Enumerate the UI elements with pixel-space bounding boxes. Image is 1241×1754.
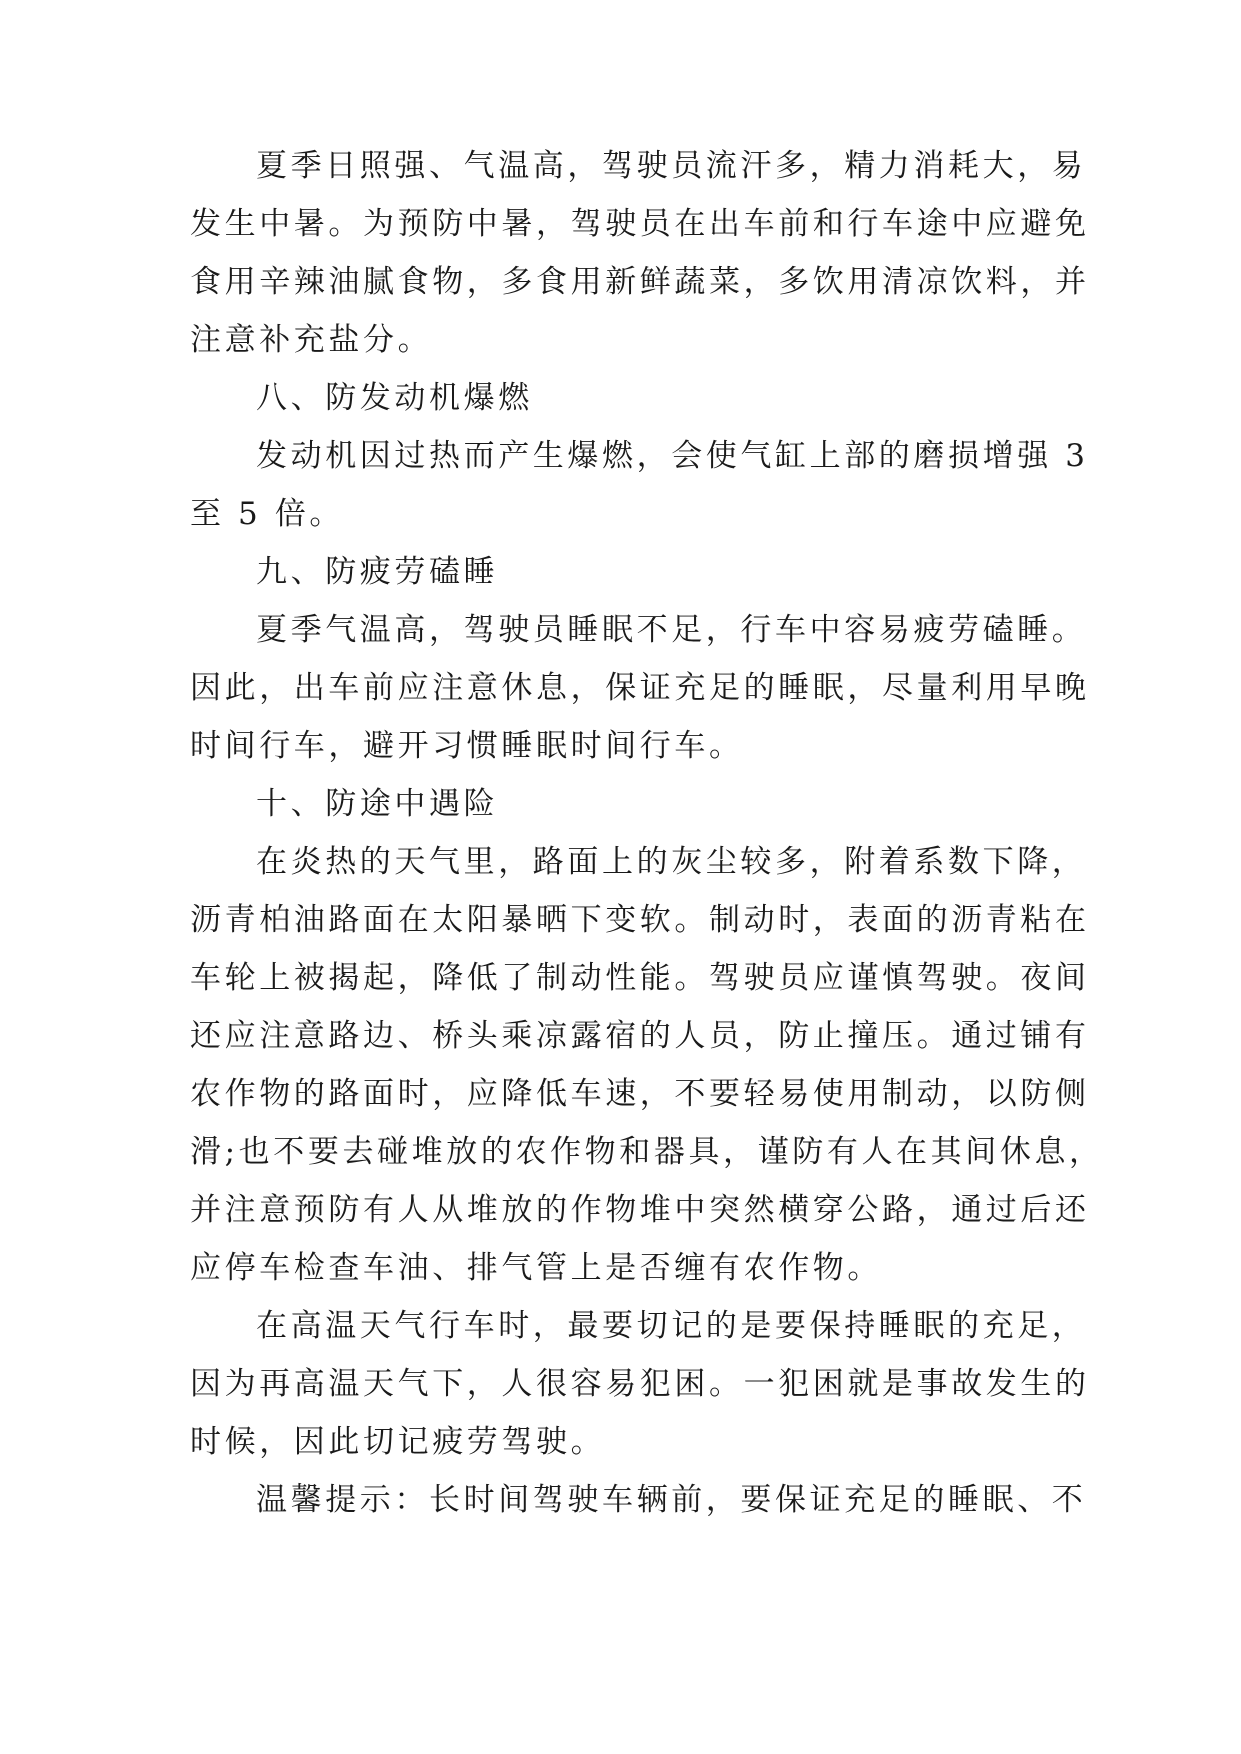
text-line: 夏季气温高，驾驶员睡眠不足，行车中容易疲劳磕睡。 [256, 612, 1087, 648]
text-line: 食用辛辣油腻食物，多食用新鲜蔬菜，多饮用清凉饮料，并 [190, 264, 1090, 300]
text-line: 农作物的路面时，应降低车速，不要轻易使用制动，以防侧 [190, 1076, 1090, 1112]
text-line: 沥青柏油路面在太阳暴晒下变软。制动时，表面的沥青粘在 [190, 902, 1090, 938]
text-line: 至 5 倍。 [190, 496, 345, 532]
text-line: 还应注意路边、桥头乘凉露宿的人员，防止撞压。通过铺有 [190, 1018, 1090, 1054]
document-body [190, 137, 1104, 1529]
section-heading: 十、防途中遇险 [256, 786, 499, 822]
text-line: 夏季日照强、气温高，驾驶员流汗多，精力消耗大，易 [256, 148, 1087, 184]
text-line: 因为再高温天气下，人很容易犯困。一犯困就是事故发生的 [190, 1366, 1090, 1402]
section-heading: 九、防疲劳磕睡 [256, 554, 499, 590]
text-line: 应停车检查车油、排气管上是否缠有农作物。 [190, 1250, 882, 1286]
text-line: 时候，因此切记疲劳驾驶。 [190, 1424, 606, 1460]
text-line: 发生中暑。为预防中暑，驾驶员在出车前和行车途中应避免 [190, 206, 1090, 242]
text-line: 时间行车，避开习惯睡眠时间行车。 [190, 728, 744, 764]
text-line: 滑;也不要去碰堆放的农作物和器具，谨防有人在其间休息， [190, 1134, 1104, 1170]
text-line: 并注意预防有人从堆放的作物堆中突然横穿公路，通过后还 [190, 1192, 1090, 1228]
text-line: 发动机因过热而产生爆燃，会使气缸上部的磨损增强 3 [256, 438, 1089, 474]
section-heading: 八、防发动机爆燃 [256, 380, 533, 416]
text-line: 温馨提示：长时间驾驶车辆前，要保证充足的睡眠、不 [256, 1482, 1087, 1518]
text-line: 在炎热的天气里，路面上的灰尘较多，附着系数下降， [256, 844, 1087, 880]
text-line: 车轮上被揭起，降低了制动性能。驾驶员应谨慎驾驶。夜间 [190, 960, 1090, 996]
text-line: 在高温天气行车时，最要切记的是要保持睡眠的充足， [256, 1308, 1087, 1344]
text-line: 因此，出车前应注意休息，保证充足的睡眠，尽量利用早晚 [190, 670, 1090, 706]
text-line: 注意补充盐分。 [190, 322, 433, 358]
